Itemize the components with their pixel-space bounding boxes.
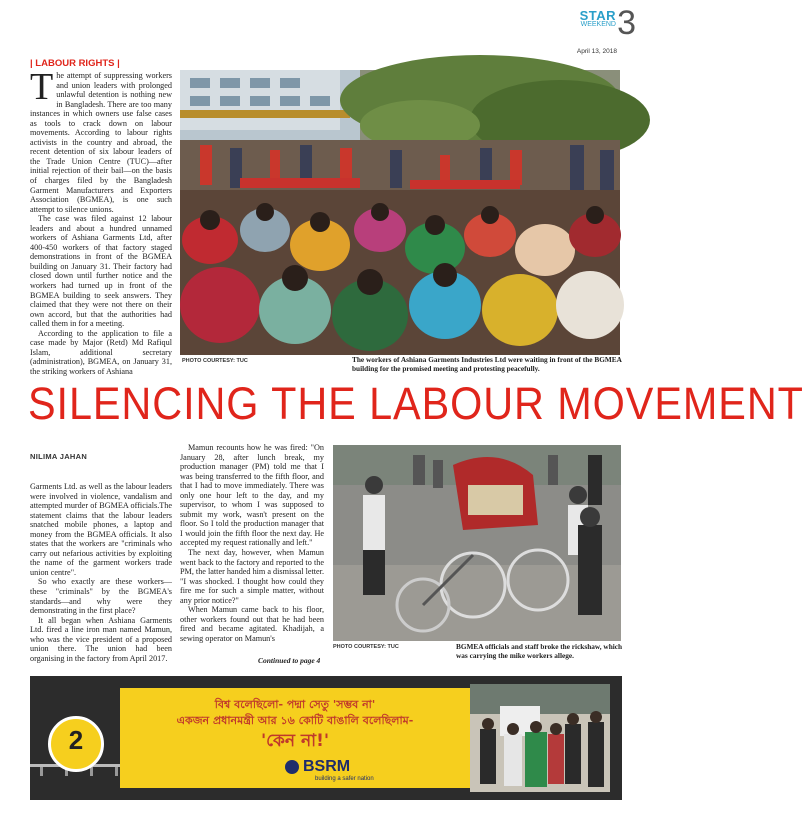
body-column-2 bbox=[30, 482, 172, 663]
ad-tagline: building a safer nation bbox=[315, 776, 374, 782]
ad-panel bbox=[120, 688, 470, 788]
photo-caption: The workers of Ashiana Garments Industries Ltd were waiting in front of the BGMEA building for the promised meeting and protesting peacefully. bbox=[352, 355, 622, 373]
byline: NILIMA JAHAN bbox=[30, 452, 88, 461]
masthead-subtitle: WEEKEND bbox=[580, 21, 616, 28]
protest-photo bbox=[180, 70, 620, 355]
lead-paragraph: The case was filed against 12 labour leaders and about a hundred unnamed workers of Ashiana Garments Ltd, after 400-450 workers of that factory staged demonstrations in front of the BGMEA building on January 31. Their factory had closed down until further notice and the workers had turned up in front of the BGMEA building to seek answers. They claimed that they were not there on their own accord, but that the authorities had called them in for a meeting. bbox=[30, 214, 172, 329]
bsrm-advertisement[interactable] bbox=[30, 676, 622, 800]
masthead bbox=[566, 4, 636, 60]
body-paragraph: Mamun recounts how he was fired: "On January 28, after lunch break, my production manager (PM) told me that I was being transferred to the fifth floor, and that I had to move immediately. There was only one hour left to the day, and my supervisor, to whom I was supposed to submit my work, wasn't present on the floor. So I told the production manager that I would join the fifth floor the next day. He accepted my request rationally and left." bbox=[180, 443, 324, 548]
masthead-title: STAR bbox=[579, 8, 616, 23]
body-paragraph: So who exactly are these workers—these "criminals" by the BGMEA's standards—and why were they demonstrating in the first place? bbox=[30, 577, 172, 616]
issue-date: April 13, 2018 bbox=[576, 48, 617, 55]
ad-badge: 2 bbox=[48, 716, 104, 772]
lead-paragraph: According to the application to file a case made by Major (Retd) Md Rafiqul Islam, additional secretary (administration), BGMEA, on January 31, the striking workers of Ashiana bbox=[30, 328, 172, 376]
body-paragraph: It all began when Ashiana Garments Ltd. fired a line iron man named Mamun, who was the vice president of a proposed union there. The union had been organising in the factory from April 2017. bbox=[30, 615, 172, 663]
body-paragraph: Garments Ltd. as well as the labour leaders were involved in violence, vandalism and attempted murder of BGMEA officials.The statement claims that the labour leaders snatched mobile phones, a laptop and money from the BGMEA officials. It also states that the workers are "criminals who carry out nefarious activities by exploiting the name of the garment workers trade union centre". bbox=[30, 482, 172, 577]
lead-column bbox=[30, 66, 172, 377]
body-paragraph: When Mamun came back to his floor, other workers found out that he had been fired and became agitated. Khadijah, a sewing operator on Mamun's bbox=[180, 605, 324, 643]
body-column-3 bbox=[180, 443, 324, 643]
lead-paragraph: he attempt of suppressing workers and union leaders with prolonged unlawful detention is nothing new in Bangladesh. There are too many instances in which owners use false cases as tools to crack down on labour movements. According to labour rights activists in the country and abroad, the recent detention of six labour leaders of the Trade Union Centre (TUC)—after initial rejection of their bail—on the basis of charges filed by the Bangladesh Garment Manufacturers and Exporters Association (BGMEA), is one such attempt to silence unions. bbox=[30, 71, 172, 214]
photo-credit: PHOTO COURTESY: TUC bbox=[182, 358, 248, 364]
rickshaw-photo bbox=[333, 445, 621, 641]
photo-caption: BGMEA officials and staff broke the rickshaw, which was carrying the mike workers allege. bbox=[456, 642, 623, 660]
headline: SILENCING THE LABOUR MOVEMENT bbox=[28, 378, 804, 429]
continued-link[interactable]: Continued to page 4 bbox=[258, 656, 321, 665]
page-number: 3 bbox=[617, 4, 636, 42]
dropcap: T bbox=[30, 66, 54, 108]
body-paragraph: The next day, however, when Mamun went back to the factory and reported to the PM, the latter handed him a dismissal letter. "I was shocked. I thought how could they fire me for such a simple matter, without any prior notice?" bbox=[180, 548, 324, 605]
bsrm-logo: BSRM bbox=[285, 758, 350, 776]
ad-line-3: 'কেন না!' bbox=[260, 731, 330, 751]
section-label: | LABOUR RIGHTS | bbox=[30, 58, 120, 69]
ad-photo bbox=[470, 684, 610, 792]
ad-line-1: বিশ্ব বলেছিলো- পদ্মা সেতু 'সম্ভব না' bbox=[214, 698, 376, 711]
ad-line-2: একজন প্রধানমন্ত্রী আর ১৬ কোটি বাঙালি বলেছিলাম- bbox=[176, 714, 414, 727]
photo-credit: PHOTO COURTESY: TUC bbox=[333, 644, 399, 650]
